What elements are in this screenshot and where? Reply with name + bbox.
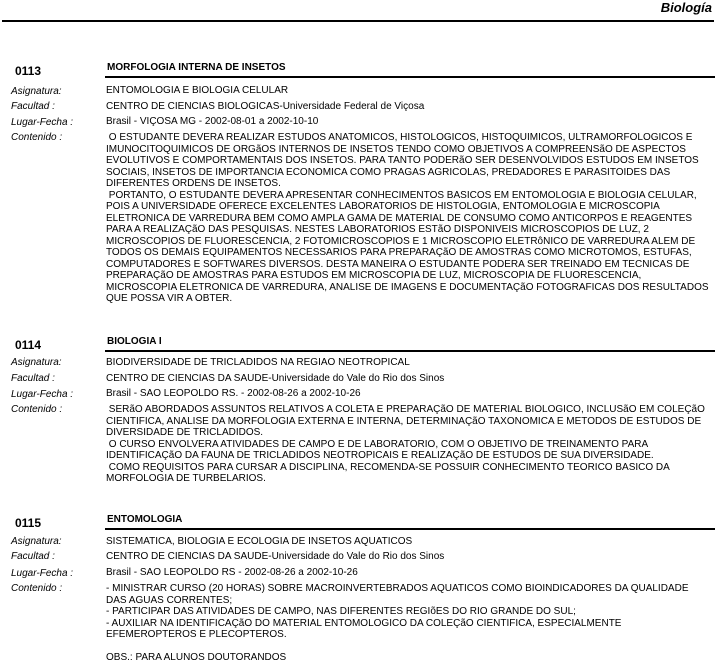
lugar-fecha-value: Brasil - SAO LEOPOLDO RS. - 2002-08-26 a 2002-10-26 (106, 388, 361, 399)
contenido-paragraph: - MINISTRAR CURSO (20 HORAS) SOBRE MACROINVERTEBRADOS AQUATICOS COMO BIOINDICADORES DA QUALIDADE DAS AGUAS CORRENTES; (106, 583, 692, 606)
asignatura-label: Asignatura: (11, 536, 62, 547)
record-divider (105, 350, 715, 352)
facultad-value: CENTRO DE CIENCIAS DA SAUDE-Universidade do Vale do Rio dos Sinos (106, 373, 445, 384)
contenido-paragraph: O CURSO ENVOLVERA ATIVIDADES DE CAMPO E DE LABORATORIO, COM O OBJETIVO DE TREINAMENTO PARA IDENTIFICAÇãO DA FAUNA DE TRICLADIDOS NEOTROPICAIS E REALIZAÇãO DE ESTUDOS DE SUA DIVERSIDADE. (106, 438, 654, 461)
contenido-paragraph: O ESTUDANTE DEVERA REALIZAR ESTUDOS ANATOMICOS, HISTOLOGICOS, HISTOQUIMICOS, ULTRAMORFOLOGICOS E IMUNOCITOQUIMICOS DE ORGãOS INTERNOS DE INSETOS TENDO COMO OBJETIVOS A COMPREENSãO DE ASPECTOS EVOLUTIVOS E COMPORTAMENTAIS DOS INSETOS. PARA TANTO PODERãO SER DESENVOLVIDOS ESTUDOS EM INSETOS SOCIAIS, INSETOS DE IMPORTANCIA ECONOMICA COMO PRAGAS AGRICOLAS, PREDADORES E PARASITOIDES DAS DIFERENTES ORDENS DE INSETOS. (106, 132, 702, 189)
asignatura-value: SISTEMATICA, BIOLOGIA E ECOLOGIA DE INSETOS AQUATICOS (106, 536, 413, 547)
record-divider (105, 528, 715, 530)
lugar-fecha-value: Brasil - SAO LEOPOLDO RS - 2002-08-26 a 2002-10-26 (106, 567, 358, 578)
lugar-fecha-label: Lugar-Fecha : (11, 568, 74, 579)
record-divider (105, 76, 715, 78)
record-title: MORFOLOGIA INTERNA DE INSETOS (107, 62, 286, 73)
header-divider (2, 20, 714, 22)
contenido-blank-line (106, 641, 710, 653)
record-title: BIOLOGIA I (107, 336, 162, 347)
facultad-label: Facultad : (11, 101, 55, 112)
facultad-value: CENTRO DE CIENCIAS BIOLOGICAS-Universidade Federal de Viçosa (106, 101, 425, 112)
contenido-label: Contenido : (11, 583, 63, 594)
contenido-label: Contenido : (11, 404, 63, 415)
contenido-paragraph: SERãO ABORDADOS ASSUNTOS RELATIVOS A COLETA E PREPARAÇãO DE MATERIAL BIOLOGICO, INCLUSãO EM COLEÇãO CIENTIFICA, ANALISE DA MORFOLOGIA EXTERNA E INTERNA, DETERMINAÇãO TAXONOMICA E METODOS DE ESTUDOS DE DIVERSIDADE DE TRICLADIDOS. (106, 404, 708, 438)
contenido-value (106, 583, 710, 664)
lugar-fecha-label: Lugar-Fecha : (11, 389, 74, 400)
contenido-paragraph: - PARTICIPAR DAS ATIVIDADES DE CAMPO, NAS DIFERENTES REGIõES DO RIO GRANDE DO SUL; (106, 606, 576, 617)
contenido-value (106, 404, 710, 485)
record-title: ENTOMOLOGIA (107, 514, 183, 525)
contenido-paragraph: OBS.: PARA ALUNOS DOUTORANDOS (106, 652, 287, 663)
contenido-paragraph: PORTANTO, O ESTUDANTE DEVERA APRESENTAR CONHECIMENTOS BASICOS EM ENTOMOLOGIA E BIOLOGIA CELULAR, POIS A UNIVERSIDADE OFERECE EXCELENTES LABORATORIOS DE HISTOLOGIA, ENTOMOLOGIA E MICROSCOPIA ELETRONICA DE VARREDURA BEM COMO AMPLA GAMA DE MATERIAL DE CONSUMO COMO ANTICORPOS E REAGENTES PARA A REALIZAÇãO DAS PESQUISAS. NESTES LABORATORIOS ESTãO DISPONIVEIS MICROSCOPIOS DE LUZ, 2 MICROSCOPIOS DE FLUORESCENCIA, 2 FOTOMICROSCOPIOS E 1 MICROSCOPIO ELETRôNICO DE VARREDURA ALEM DE TODOS OS DEMAIS EQUIPAMENTOS NECESSARIOS PARA PREPARAÇãO DE AMOSTRAS COMO MICROTOMOS, ESTUFAS, COMPUTADORES E SOFTWARES DIVERSOS. DESTA MANEIRA O ESTUDANTE PODERA SER TREINADO EM TECNICAS DE PREPARAÇãO DE AMOSTRAS PARA ESTUDOS EM MICROSCOPIA DE LUZ, MICROSCOPIA DE FLUORESCENCIA, MICROSCOPIA ELETRONICA DE VARREDURA, ANALISE DE IMAGENS E DOCUMENTAÇãO FOTOGRAFICAS DOS RESULTADOS QUE POSSA VIR A OBTER. (106, 189, 712, 304)
section-title: Biología (660, 0, 712, 15)
facultad-label: Facultad : (11, 373, 55, 384)
contenido-label: Contenido : (11, 132, 63, 143)
asignatura-label: Asignatura: (11, 357, 62, 368)
record-number: 0114 (15, 338, 42, 352)
asignatura-value: ENTOMOLOGIA E BIOLOGIA CELULAR (106, 85, 289, 96)
record-number: 0115 (15, 516, 42, 530)
record-number: 0113 (15, 64, 42, 78)
contenido-paragraph: - AUXILIAR NA IDENTIFICAÇãO DO MATERIAL ENTOMOLOGICO DA COLEÇãO CIENTIFICA, ESPECIALMENTE EFEMEROPTEROS E PLECOPTEROS. (106, 617, 625, 640)
contenido-value (106, 132, 710, 305)
lugar-fecha-label: Lugar-Fecha : (11, 117, 74, 128)
asignatura-value: BIODIVERSIDADE DE TRICLADIDOS NA REGIAO NEOTROPICAL (106, 357, 410, 368)
lugar-fecha-value: Brasil - VIÇOSA MG - 2002-08-01 a 2002-10-10 (106, 116, 319, 127)
contenido-paragraph: COMO REQUISITOS PARA CURSAR A DISCIPLINA, RECOMENDA-SE POSSUIR CONHECIMENTO TEORICO BASICO DA MORFOLOGIA DE TURBELARIOS. (106, 461, 673, 484)
facultad-value: CENTRO DE CIENCIAS DA SAUDE-Universidade do Vale do Rio dos Sinos (106, 551, 445, 562)
asignatura-label: Asignatura: (11, 86, 62, 97)
facultad-label: Facultad : (11, 551, 55, 562)
